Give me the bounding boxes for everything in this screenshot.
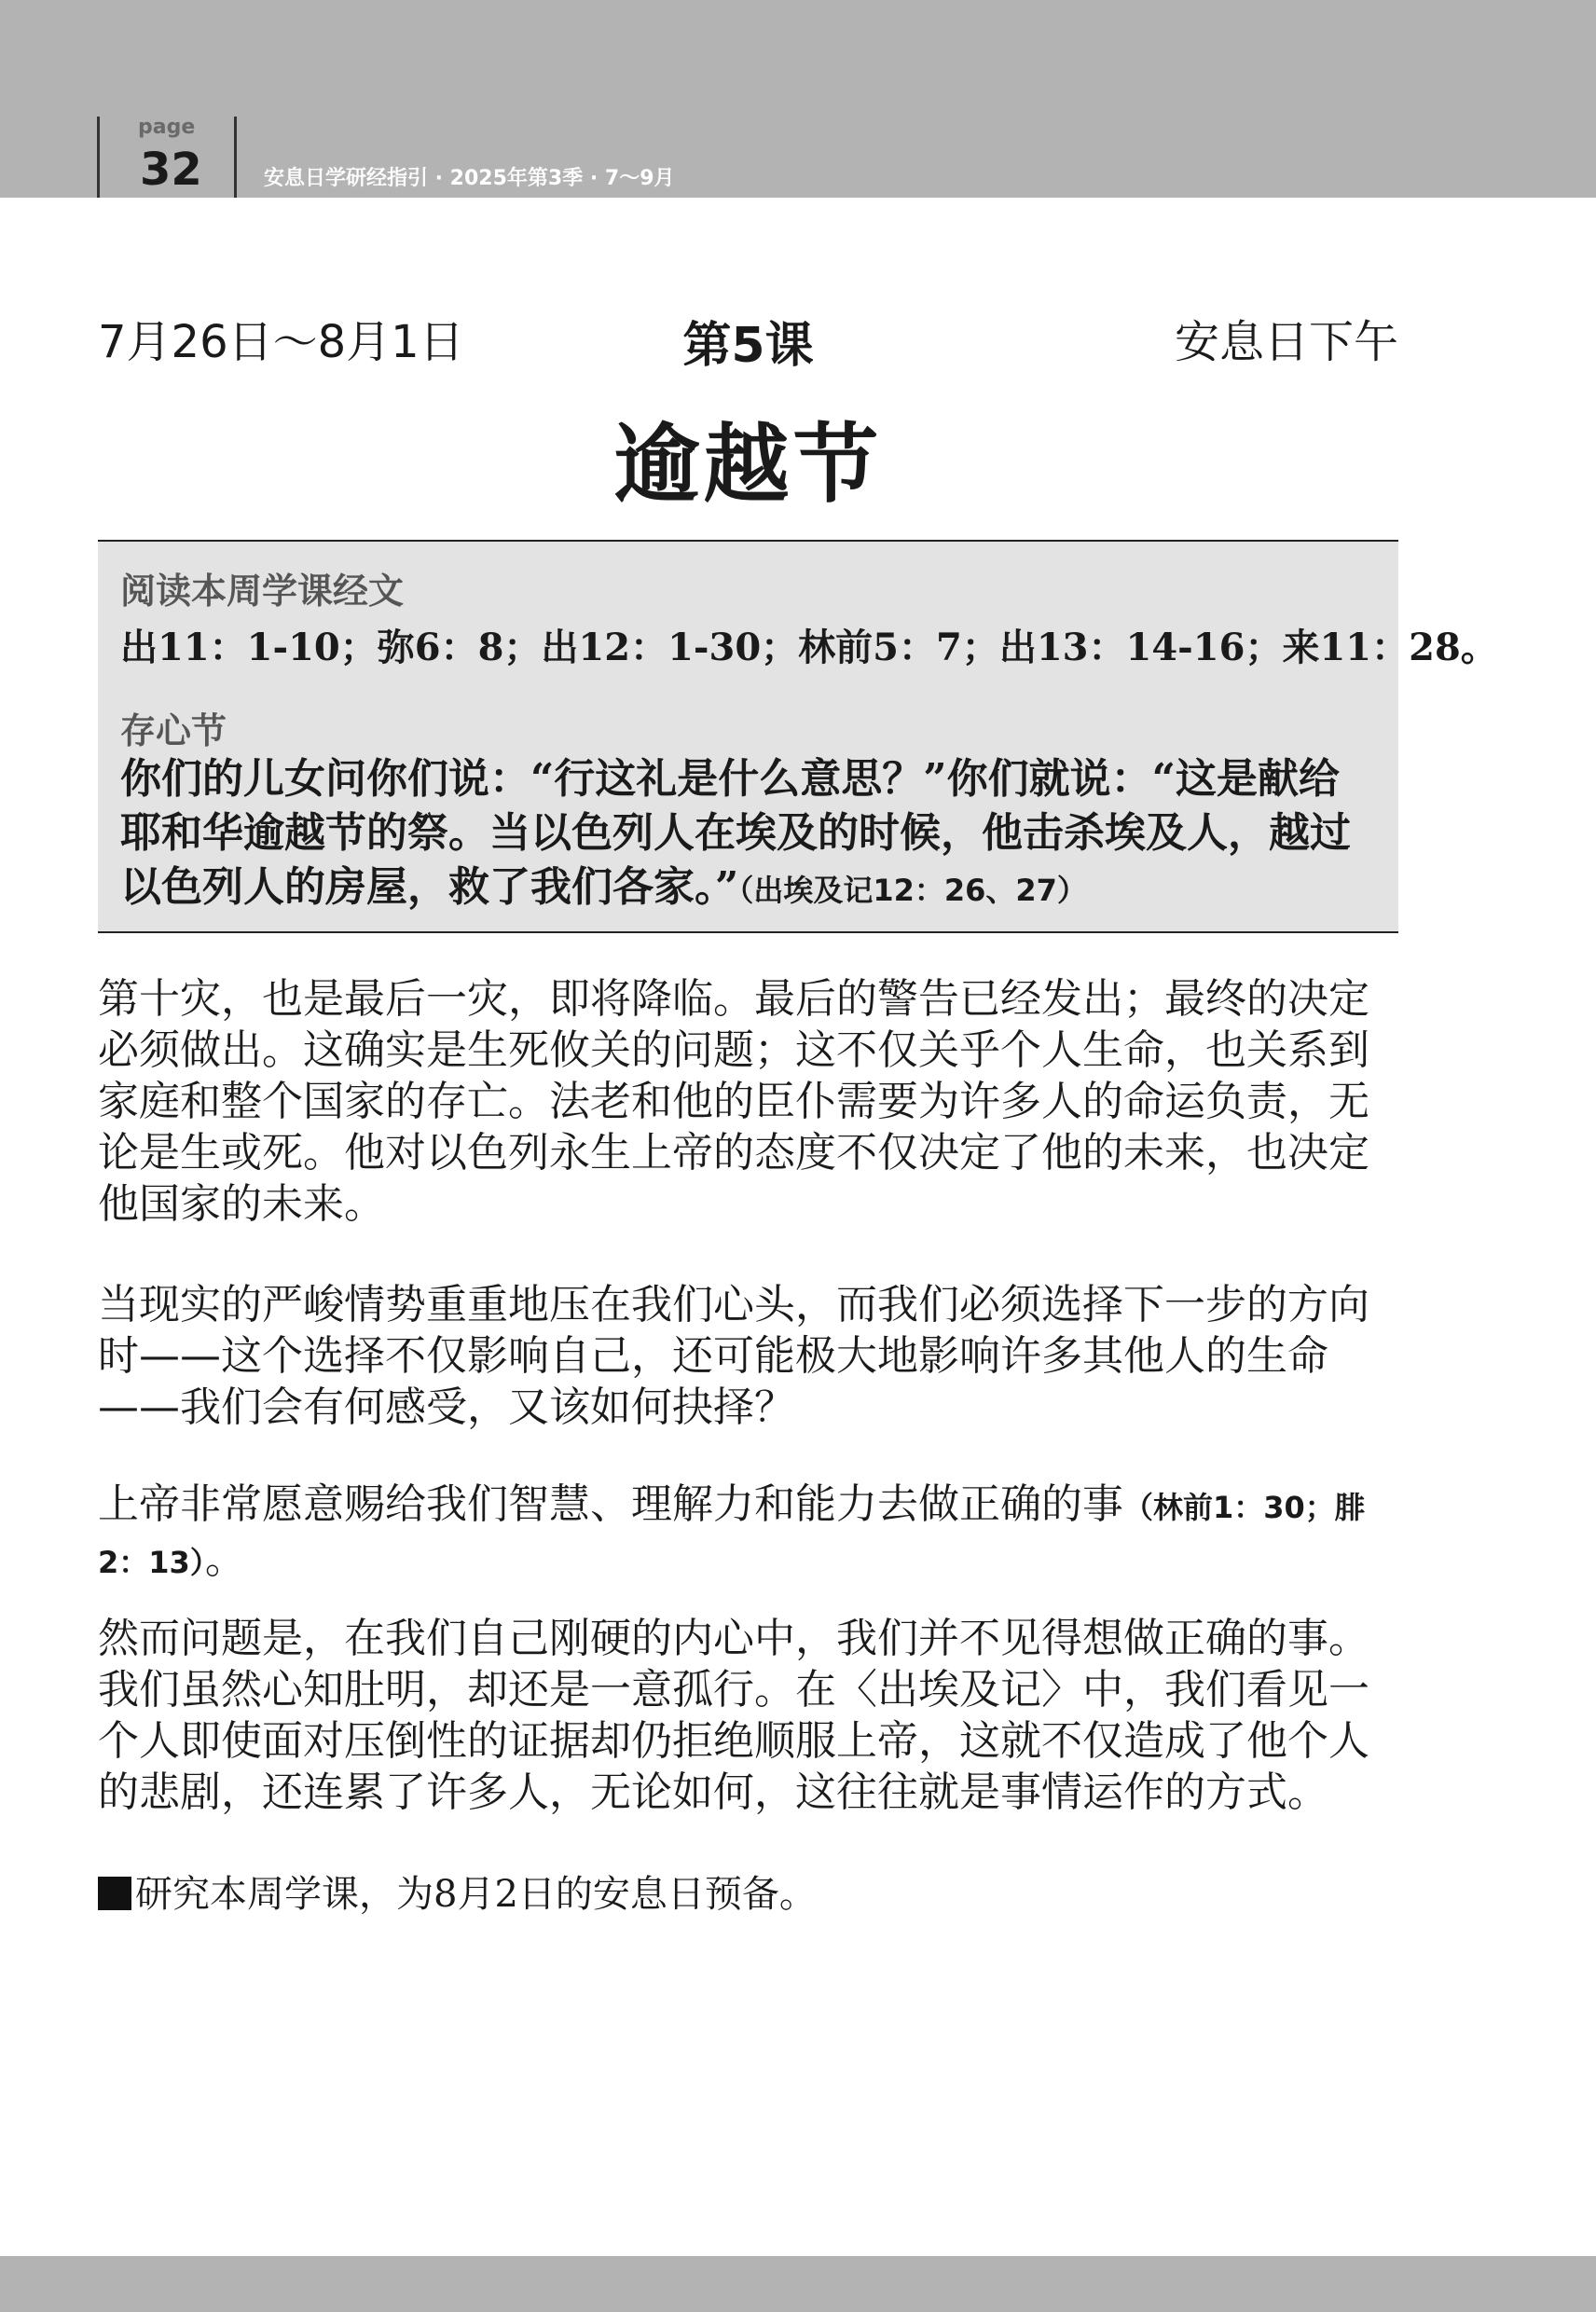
lesson-number: 第5课 (682, 318, 814, 374)
body-paragraph-3-ref: （林前1：30；腓2：13） (98, 1490, 1365, 1580)
lesson-time: 安息日下午 (1174, 316, 1398, 368)
page-label: page (138, 116, 196, 139)
reading-heading: 阅读本周学课经文 (120, 571, 405, 612)
preparation-text: 研究本周学课，为8月2日的安息日预备。 (135, 1873, 817, 1916)
lesson-header-row (98, 306, 1398, 374)
lesson-title: 逾越节 (613, 414, 883, 515)
header-divider-right (234, 117, 237, 198)
body-paragraph-3-end: 。 (204, 1535, 246, 1583)
reading-references: 出11：1-10；弥6：8；出12：1-30；林前5：7；出13：14-16；来11：28。 (120, 626, 1498, 669)
memory-verse-text: 你们的儿女问你们说：“行这礼是什么意思？”你们就说：“这是献给耶和华逾越节的祭。当以色列人在埃及的时候，他击杀埃及人，越过以色列人的房屋，救了我们各家。” (120, 755, 1351, 911)
reading-memory-box (98, 540, 1498, 933)
body-paragraph-4: 然而问题是，在我们自己刚硬的内心中，我们并不见得想做正确的事。我们虽然心知肚明，却还是一意孤行。在〈出埃及记〉中，我们看见一个人即使面对压倒性的证据却仍拒绝顺服上帝，这就不仅造成了他个人的悲剧，还连累了许多人，无论如何，这往往就是事情运作的方式。 (98, 1615, 1369, 1816)
body-paragraph-2: 当现实的严峻情势重重地压在我们心头，而我们必须选择下一步的方向时——这个选择不仅影响自己，还可能极大地影响许多其他人的生命——我们会有何感受，又该如何抉择？ (98, 1281, 1369, 1431)
lesson-dates: 7月26日～8月1日 (98, 316, 464, 368)
preparation-note (98, 1865, 817, 1918)
header-band (0, 0, 1596, 198)
memory-verse-ref: （出埃及记12：26、27） (738, 873, 1087, 908)
body-paragraph-1: 第十灾，也是最后一灾，即将降临。最后的警告已经发出；最终的决定必须做出。这确实是生死攸关的问题；这不仅关乎个人生命，也关系到家庭和整个国家的存亡。法老和他的臣仆需要为许多人的命运负责，无论是生或死。他对以色列永生上帝的态度不仅决定了他的未来，也决定他国家的未来。 (98, 975, 1369, 1228)
body-paragraph-3 (98, 1479, 1398, 1589)
header-divider-left (97, 117, 100, 198)
page-number: 32 (140, 144, 202, 196)
footer-band (0, 2256, 1596, 2312)
square-bullet-icon (98, 1877, 131, 1910)
body-paragraph-3-text: 上帝非常愿意赐给我们智慧、理解力和能力去做正确的事 (98, 1480, 1123, 1528)
memory-verse-heading: 存心节 (120, 710, 227, 751)
running-title: 安息日学研经指引 · 2025年第3季 · 7～9月 (264, 167, 675, 190)
memory-verse (120, 752, 1379, 917)
